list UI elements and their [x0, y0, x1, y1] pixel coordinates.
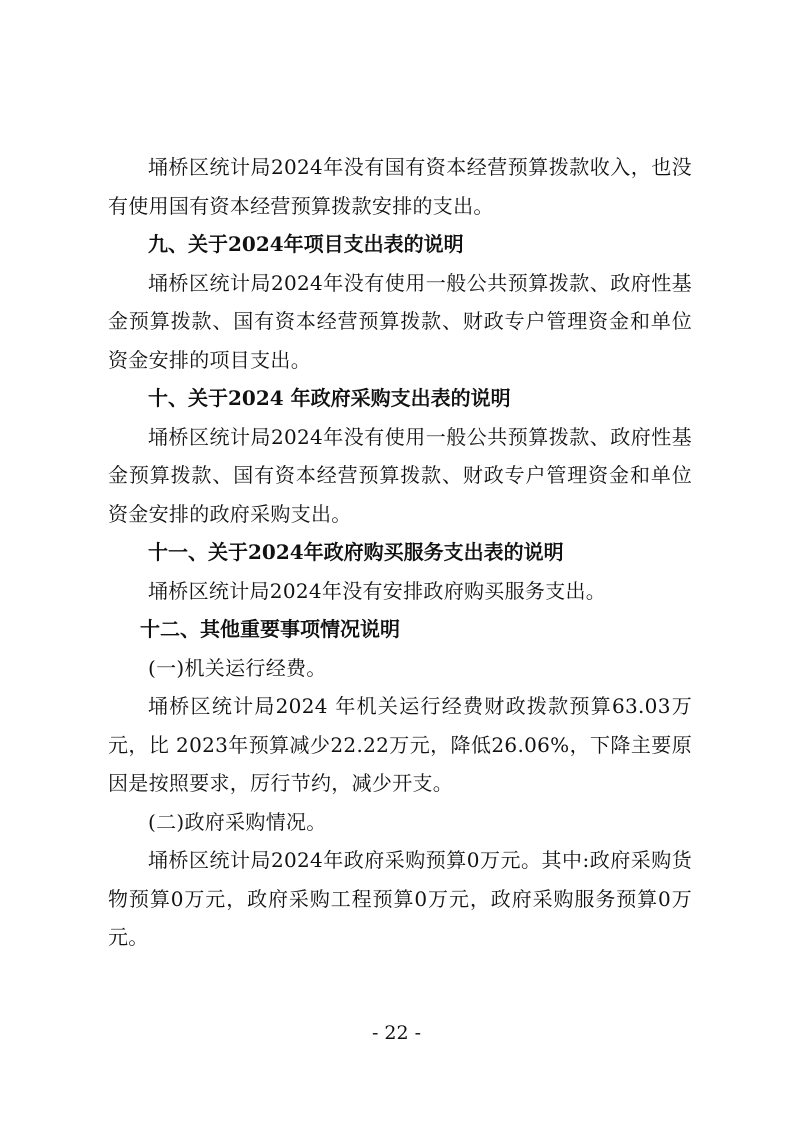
paragraph-operating-expenses: 埇桥区统计局2024 年机关运行经费财政拨款预算63.03万元，比 2023年预算减少22.22万元，降低26.06%，下降主要原因是按照要求，厉行节约，减少开支。: [108, 694, 692, 795]
subheading-operating-expenses: (一)机关运行经费。: [148, 655, 327, 680]
document-body: [108, 148, 692, 957]
paragraph-purchase-services: 埇桥区统计局2024年没有安排政府购买服务支出。: [148, 578, 607, 603]
paragraph-project-expenditure: 埇桥区统计局2024年没有使用一般公共预算拨款、政府性基金预算拨款、国有资本经营预算拨款、财政专户管理资金和单位资金安排的项目支出。: [108, 270, 692, 372]
paragraph-government-procurement: 埇桥区统计局2024年没有使用一般公共预算拨款、政府性基金预算拨款、国有资本经营预算拨款、财政专户管理资金和单位资金安排的政府采购支出。: [108, 424, 692, 526]
paragraph-state-capital-budget: 埇桥区统计局2024年没有国有资本经营预算拨款收入，也没有使用国有资本经营预算拨款安排的支出。: [108, 155, 692, 218]
page-number: - 22 -: [371, 1022, 422, 1044]
subheading-procurement-status: (二)政府采购情况。: [148, 809, 327, 834]
heading-government-procurement: 十、关于2024 年政府采购支出表的说明: [148, 386, 511, 410]
heading-other-matters: 十二、其他重要事项情况说明: [140, 617, 400, 641]
heading-purchase-services: 十一、关于2024年政府购买服务支出表的说明: [148, 540, 564, 564]
heading-project-expenditure: 九、关于2024年项目支出表的说明: [148, 232, 464, 256]
paragraph-procurement-status: 埇桥区统计局2024年政府采购预算0万元。其中:政府采购货物预算0万元，政府采购工程预算0万元，政府采购服务预算0万元。: [108, 848, 692, 949]
